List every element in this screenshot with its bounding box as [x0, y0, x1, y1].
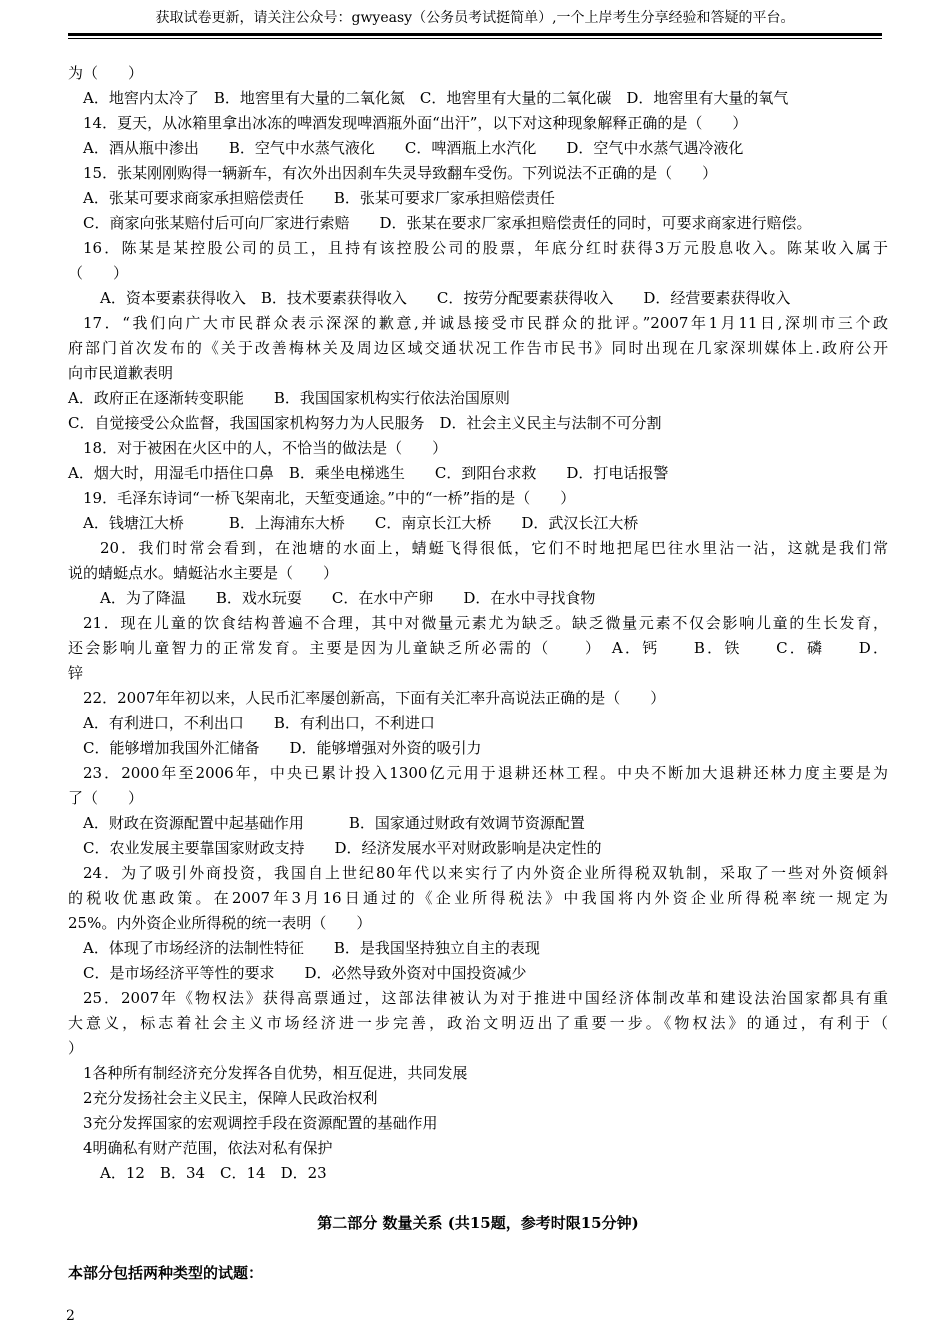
text-line: 了（ ） [68, 789, 144, 807]
document-body [68, 61, 888, 1286]
text-line: 府部门首次发布的《关于改善梅林关及周边区域交通状况工作告市民书》同时出现在几家深圳媒体上.政府公开 [68, 339, 888, 357]
text-line: 2充分发扬社会主义民主，保障人民政治权利 [83, 1089, 378, 1107]
text-line: 21．现在儿童的饮食结构普遍不合理，其中对微量元素尤为缺乏。缺乏微量元素不仅会影响儿童的生长发育， [83, 614, 888, 632]
text-line: A．资本要素获得收入 B．技术要素获得收入 C．按劳分配要素获得收入 D．经营要素获得收入 [100, 289, 791, 307]
text-line: 22．2007年年初以来，人民币汇率屡创新高，下面有关汇率升高说法正确的是（ ） [83, 689, 666, 707]
part-intro: 本部分包括两种类型的试题： [68, 1264, 264, 1282]
text-line: A．12 B．34 C．14 D．23 [100, 1164, 327, 1182]
text-line: C．农业发展主要靠国家财政支持 D．经济发展水平对财政影响是决定性的 [83, 839, 602, 857]
text-line: 23．2000年至2006年，中央已累计投入1300亿元用于退耕还林工程。中央不断加大退耕还林力度主要是为 [83, 764, 888, 782]
text-line: A．烟大时，用湿毛巾捂住口鼻 B．乘坐电梯逃生 C．到阳台求救 D．打电话报警 [68, 464, 669, 482]
text-line: 25．2007年《物权法》获得高票通过，这部法律被认为对于推进中国经济体制改革和建设法治国家都具有重 [83, 989, 888, 1007]
text-line: ） [68, 1039, 84, 1057]
spacer [68, 1186, 888, 1211]
page-number: 2 [66, 1308, 75, 1324]
text-line: A．财政在资源配置中起基础作用 B．国家通过财政有效调节资源配置 [83, 814, 585, 832]
text-line: C．自觉接受公众监督，我国国家机构努力为人民服务 D．社会主义民主与法制不可分割 [68, 414, 662, 432]
text-line: 25%。内外资企业所得税的统一表明（ ） [68, 914, 372, 932]
text-line: A．地窖内太冷了 B．地窖里有大量的二氧化氮 C．地窖里有大量的二氧化碳 D．地窖里有大量的氧气 [83, 89, 789, 107]
text-line: A．有利进口，不利出口 B．有利出口，不利进口 [83, 714, 435, 732]
text-line: A．钱塘江大桥 B．上海浦东大桥 C．南京长江大桥 D．武汉长江大桥 [83, 514, 639, 532]
text-line: A．张某可要求商家承担赔偿责任 B．张某可要求厂家承担赔偿责任 [83, 189, 555, 207]
text-line: 还会影响儿童智力的正常发育。主要是因为儿童缺乏所必需的（ ） A．钙 B．铁 C．磷 D． [68, 639, 888, 657]
text-line: 20．我们时常会看到，在池塘的水面上，蜻蜓飞得很低，它们不时地把尾巴往水里沾一沾，这就是我们常 [100, 539, 888, 557]
text-line: 说的蜻蜓点水。蜻蜓沾水主要是（ ） [68, 564, 339, 582]
text-line: A．体现了市场经济的法制性特征 B．是我国坚持独立自主的表现 [83, 939, 540, 957]
text-line: 为（ ） [68, 64, 144, 82]
part-title: 第二部分 数量关系 (共15题，参考时限15分钟) [317, 1214, 639, 1232]
text-line: 1各种所有制经济充分发挥各自优势，相互促进，共同发展 [83, 1064, 468, 1082]
text-line: C．商家向张某赔付后可向厂家进行索赔 D．张某在要求厂家承担赔偿责任的同时，可要求商家进行赔偿。 [83, 214, 812, 232]
text-line: 向市民道歉表明 [68, 364, 174, 382]
text-line: 4明确私有财产范围，依法对私有保护 [83, 1139, 333, 1157]
text-line: 24．为了吸引外商投资，我国自上世纪80年代以来实行了内外资企业所得税双轨制，采取了一些对外资倾斜 [83, 864, 888, 882]
header-notice: 获取试卷更新，请关注公众号：gwyeasy（公务员考试挺简单）,一个上岸考生分享经验和答疑的平台。 [155, 10, 795, 26]
text-line: A．酒从瓶中渗出 B．空气中水蒸气液化 C．啤酒瓶上水汽化 D．空气中水蒸气遇冷液化 [83, 139, 744, 157]
text-line: C．是市场经济平等性的要求 D．必然导致外资对中国投资减少 [83, 964, 527, 982]
header-rule-thin [68, 38, 882, 39]
text-line: 16．陈某是某控股公司的员工，且持有该控股公司的股票，年底分红时获得3万元股息收入。陈某收入属于 [83, 239, 888, 257]
text-line: 17．“我们向广大市民群众表示深深的歉意,并诚恳接受市民群众的批评。”2007年1月11日,深圳市三个政 [83, 314, 888, 332]
text-line: A．政府正在逐渐转变职能 B．我国国家机构实行依法治国原则 [68, 389, 510, 407]
text-line: 锌 [68, 664, 84, 682]
text-line: A．为了降温 B．戏水玩耍 C．在水中产卵 D．在水中寻找食物 [100, 589, 596, 607]
text-line: 14．夏天，从冰箱里拿出冰冻的啤酒发现啤酒瓶外面“出汗”，以下对这种现象解释正确的是（ ） [83, 114, 748, 132]
spacer [68, 1236, 888, 1261]
text-line: C．能够增加我国外汇储备 D．能够增强对外资的吸引力 [83, 739, 482, 757]
text-line: 18．对于被困在火区中的人，不恰当的做法是（ ） [83, 439, 448, 457]
text-line: 15．张某刚刚购得一辆新车，有次外出因刹车失灵导致翻车受伤。下列说法不正确的是（ ） [83, 164, 718, 182]
text-line: 大意义，标志着社会主义市场经济进一步完善，政治文明迈出了重要一步。《物权法》的通过，有利于（ [68, 1014, 888, 1032]
text-line: 的税收优惠政策。在2007年3月16日通过的《企业所得税法》中我国将内外资企业所得税率统一规定为 [68, 889, 888, 907]
text-line: 19．毛泽东诗词“一桥飞架南北，天堑变通途。”中的“一桥”指的是（ ） [83, 489, 576, 507]
question-lines [68, 61, 888, 1186]
text-line: （ ） [68, 264, 129, 282]
header-rule-thick [68, 33, 882, 36]
text-line: 3充分发挥国家的宏观调控手段在资源配置的基础作用 [83, 1114, 438, 1132]
